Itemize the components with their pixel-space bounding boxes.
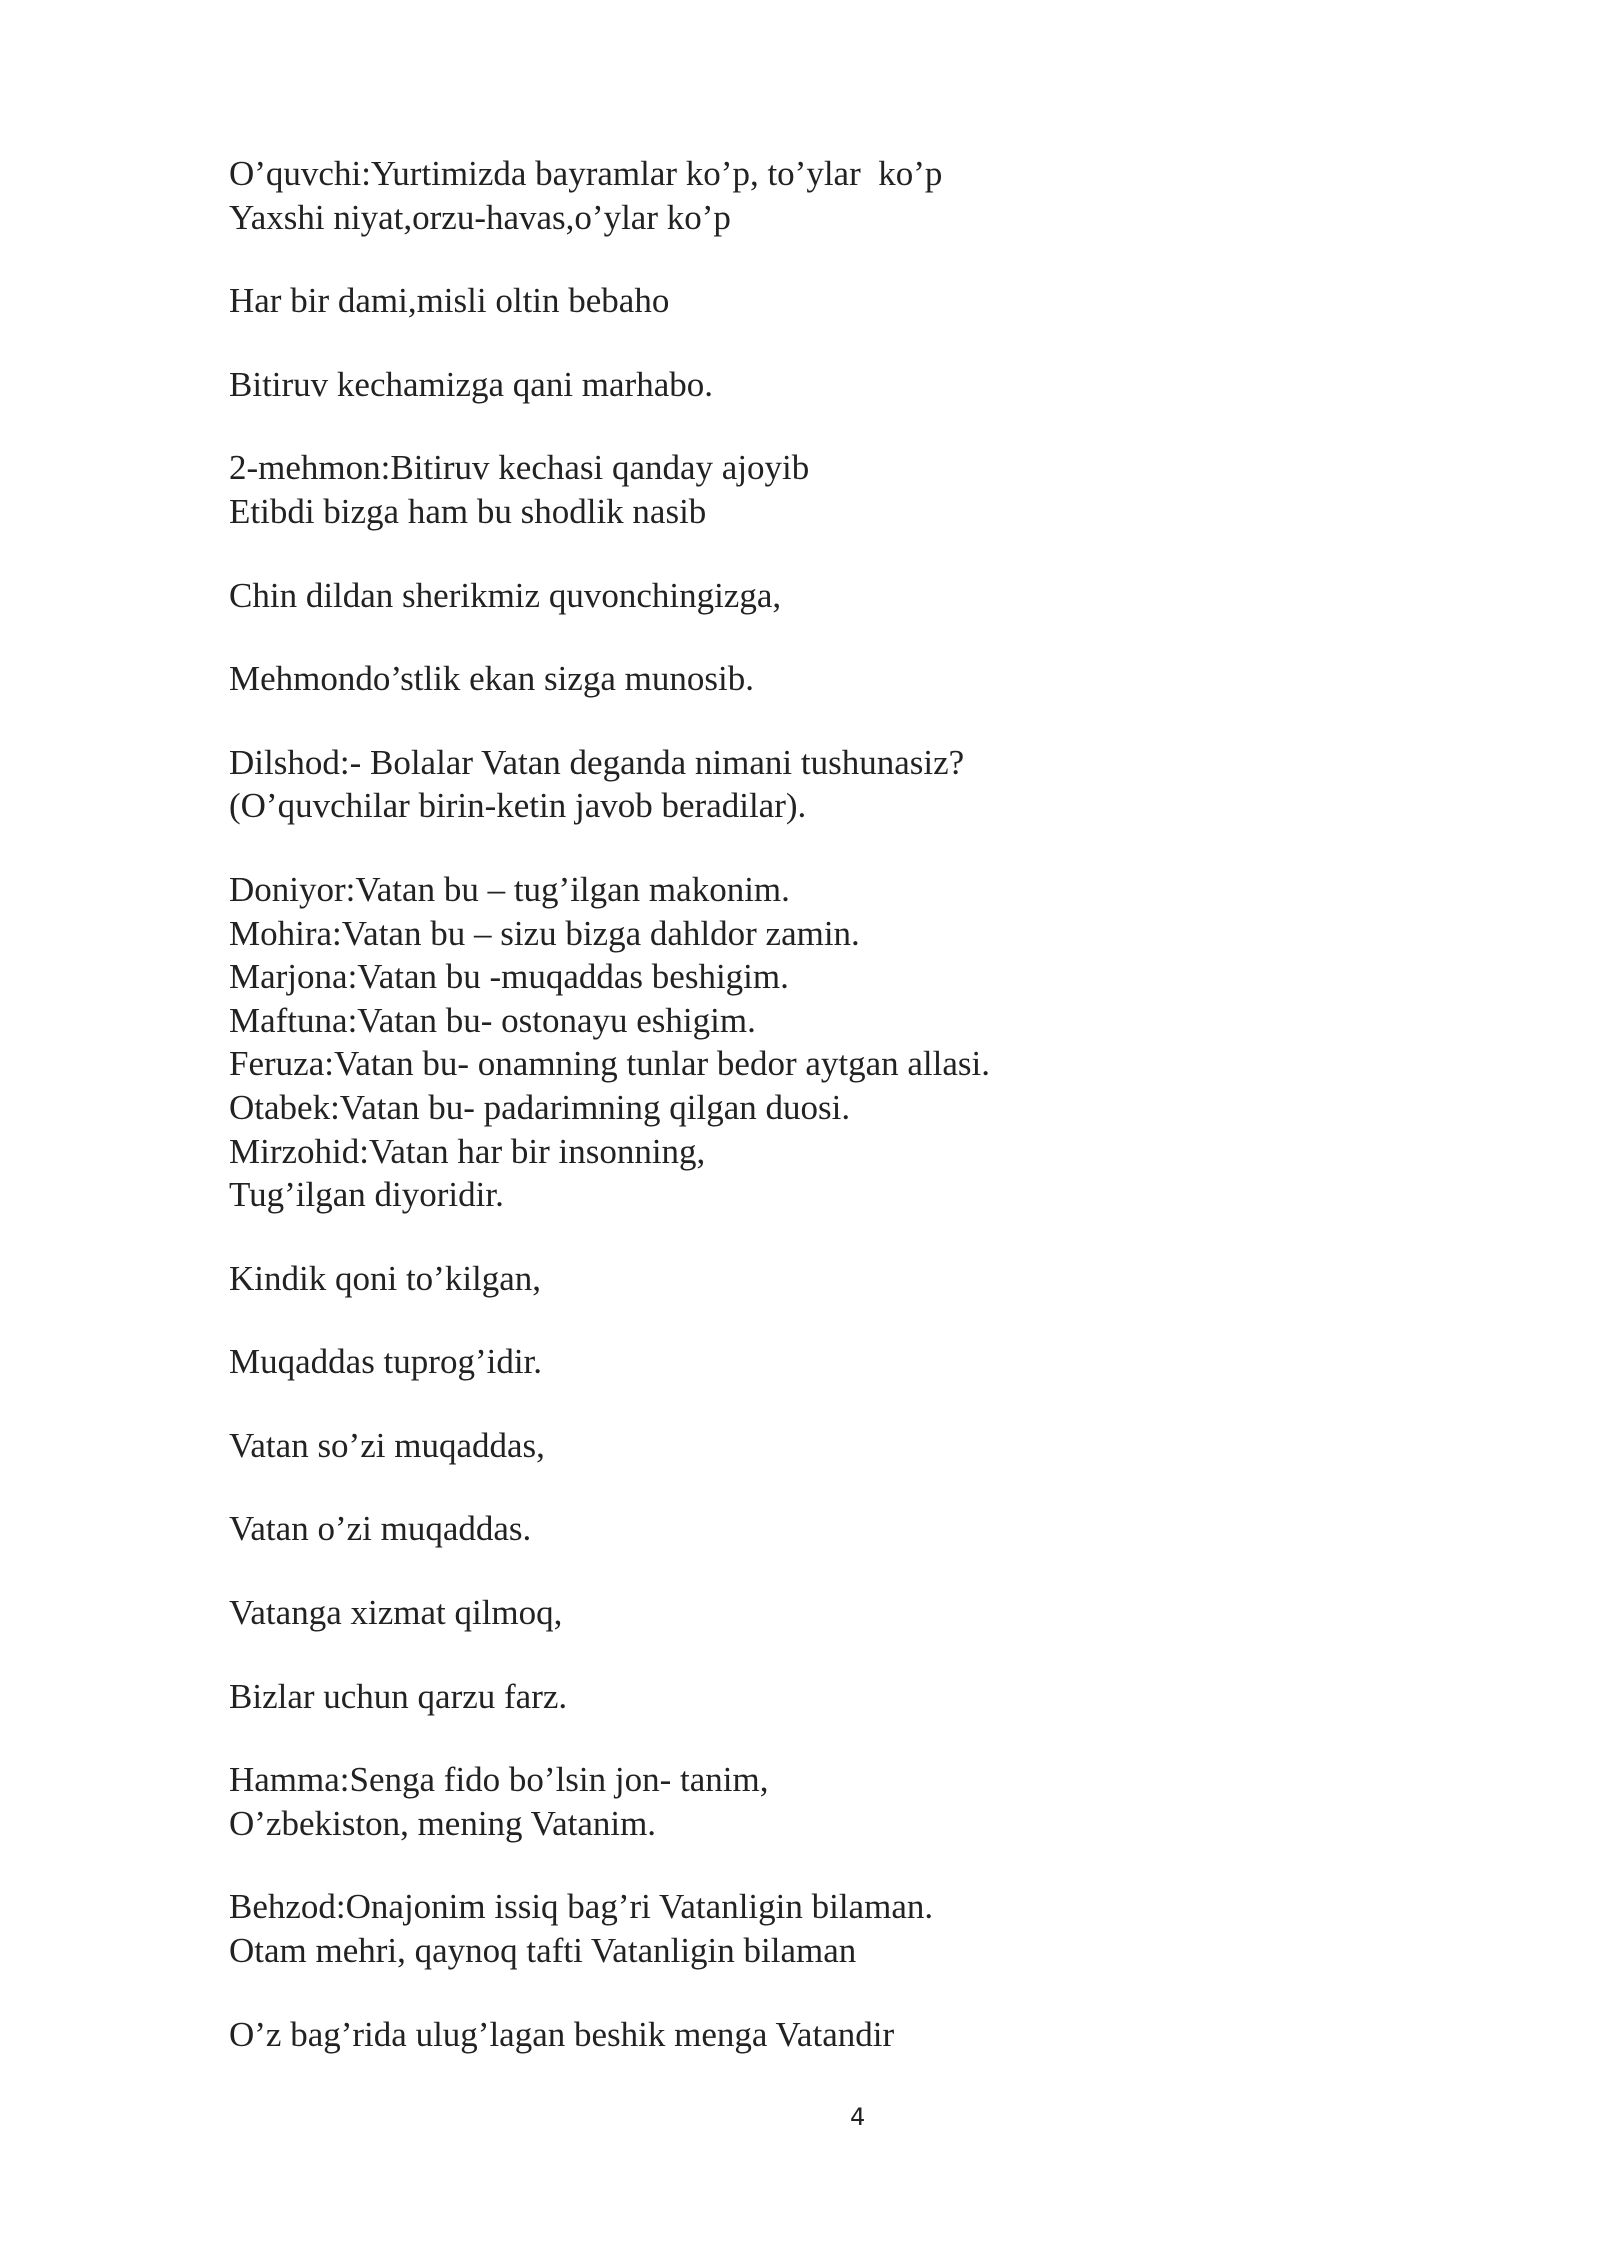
text-line: Doniyor:Vatan bu – tug’ilgan makonim. <box>229 869 790 909</box>
document-body <box>229 152 1429 2056</box>
text-line: Mirzohid:Vatan har bir insonning, <box>229 1131 706 1171</box>
text-line: Marjona:Vatan bu -muqaddas beshigim. <box>229 957 789 997</box>
text-line: Har bir dami,misli oltin bebaho <box>229 281 670 321</box>
text-line: Yaxshi niyat,orzu-havas,o’ylar ko’p <box>229 197 731 237</box>
text-line: Vatan o’zi muqaddas. <box>229 1509 532 1549</box>
text-line: Hamma:Senga fido bo’lsin jon- tanim, <box>229 1760 769 1800</box>
text-line: Bitiruv kechamizga qani marhabo. <box>229 364 714 404</box>
text-line: 2-mehmon:Bitiruv kechasi qanday ajoyib <box>229 448 810 488</box>
text-line: Mohira:Vatan bu – sizu bizga dahldor zamin. <box>229 913 860 953</box>
text-line: Vatan so’zi muqaddas, <box>229 1425 545 1465</box>
text-line: Otam mehri, qaynoq tafti Vatanligin bilaman <box>229 1931 857 1971</box>
text-line: Otabek:Vatan bu- padarimning qilgan duosi. <box>229 1087 851 1127</box>
text-line: Dilshod:- Bolalar Vatan deganda nimani tushunasiz? <box>229 742 965 782</box>
text-line: Etibdi bizga ham bu shodlik nasib <box>229 491 707 531</box>
text-line: Behzod:Onajonim issiq bag’ri Vatanligin bilaman. <box>229 1887 934 1927</box>
text-line: Feruza:Vatan bu- onamning tunlar bedor aytgan allasi. <box>229 1044 991 1084</box>
text-line: Mehmondo’stlik ekan sizga munosib. <box>229 659 754 699</box>
text-line: O’z bag’rida ulug’lagan beshik menga Vatandir <box>229 2014 895 2054</box>
text-line: Bizlar uchun qarzu farz. <box>229 1676 568 1716</box>
text-line: Vatanga xizmat qilmoq, <box>229 1593 563 1633</box>
text-line: O’quvchi:Yurtimizda bayramlar ko’p, to’ylar ko’p <box>229 154 943 193</box>
text-line: Kindik qoni to’kilgan, <box>229 1258 542 1298</box>
text-line: (O’quvchilar birin-ketin javob beradilar). <box>229 786 807 826</box>
text-line: Tug’ilgan diyoridir. <box>229 1175 504 1215</box>
text-line: Muqaddas tuprog’idir. <box>229 1342 543 1382</box>
text-line: Maftuna:Vatan bu- ostonayu eshigim. <box>229 1000 756 1040</box>
text-line: O’zbekiston, mening Vatanim. <box>229 1803 657 1843</box>
text-line: Chin dildan sherikmiz quvonchingizga, <box>229 575 782 615</box>
page-number: 4 <box>850 2103 866 2131</box>
